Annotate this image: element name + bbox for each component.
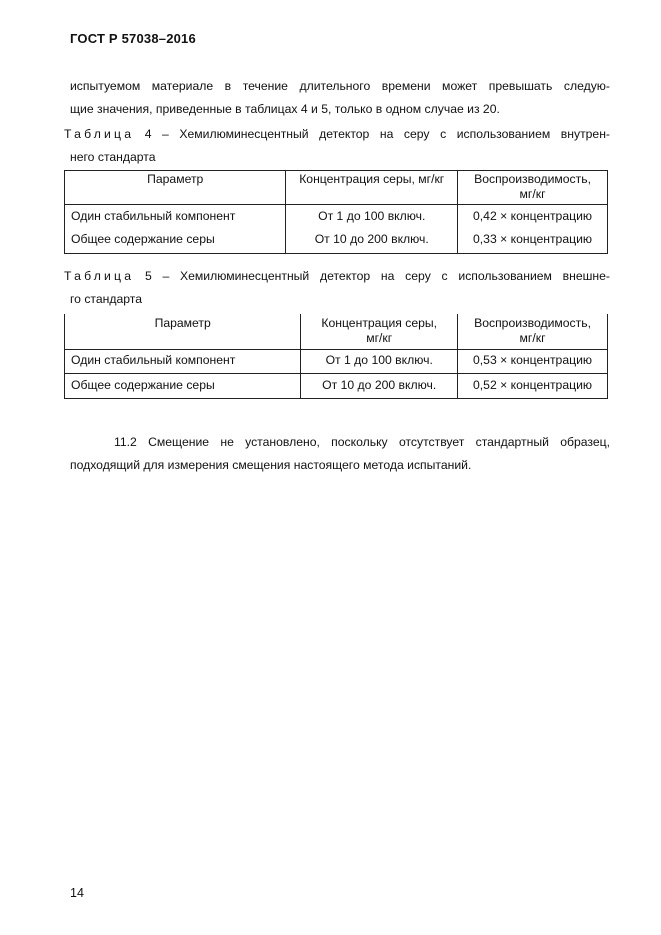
table5-row1-reproducibility: 0,53 × концентрацию — [458, 350, 608, 374]
table4-row1-reproducibility: 0,42 × концентрацию — [458, 205, 608, 227]
table5-header-concentration-line-1: Концентрация серы, — [321, 316, 438, 330]
table5-header-parameter: Параметр — [65, 314, 301, 350]
table5-caption — [64, 269, 610, 284]
table5-header-reproducibility — [458, 314, 608, 350]
intro-line-2: щие значения, приведенные в таблицах 4 и 5, только в одном случае из 20. — [70, 102, 500, 116]
table-row — [65, 226, 608, 254]
table4-header-concentration: Концентрация серы, мг/кг — [286, 171, 458, 205]
table5-caption-word: Таблица — [64, 269, 135, 283]
table4-header-reproducibility — [458, 171, 608, 205]
table5-row2-reproducibility: 0,52 × концентрацию — [458, 374, 608, 399]
table5-caption-line-2: го стандарта — [70, 292, 143, 306]
table5-row2-parameter: Общее содержание серы — [65, 374, 301, 399]
table-5 — [64, 314, 608, 399]
page-number: 14 — [70, 886, 84, 900]
table-row — [65, 374, 608, 399]
table5-row1-parameter: Один стабильный компонент — [65, 350, 301, 374]
table4-caption-line-2: него стандарта — [70, 150, 156, 164]
table4-header-reproducibility-unit: мг/кг — [519, 187, 546, 201]
table5-header-reproducibility-unit: мг/кг — [519, 331, 546, 345]
table-4 — [64, 170, 608, 254]
table4-header-parameter: Параметр — [65, 171, 286, 205]
table4-caption-text: 4 – Хемилюминесцентный детектор на серу с использованием внутрен- — [134, 127, 610, 141]
page-header: ГОСТ Р 57038–2016 — [70, 31, 196, 46]
intro-line-1: испытуемом материале в течение длительного времени может превышать следую- — [70, 79, 610, 93]
table5-row1-concentration: От 1 до 100 включ. — [301, 350, 458, 374]
table5-header-concentration — [301, 314, 458, 350]
table4-row2-parameter: Общее содержание серы — [65, 226, 286, 254]
table4-row1-concentration: От 1 до 100 включ. — [286, 205, 458, 227]
table5-header-concentration-unit: мг/кг — [366, 331, 393, 345]
table5-row2-concentration: От 10 до 200 включ. — [301, 374, 458, 399]
table5-header-row — [65, 314, 608, 350]
table4-header-reproducibility-line-1: Воспроизводимость, — [474, 172, 591, 186]
table-row — [65, 205, 608, 227]
section-11-2-line-1: 11.2 Смещение не установлено, поскольку отсутствует стандартный образец, — [114, 435, 610, 449]
table-row — [65, 350, 608, 374]
table4-header-row — [65, 171, 608, 205]
table4-row2-concentration: От 10 до 200 включ. — [286, 226, 458, 254]
table5-header-reproducibility-line-1: Воспроизводимость, — [474, 316, 591, 330]
table4-row1-parameter: Один стабильный компонент — [65, 205, 286, 227]
table5-caption-text: 5 – Хемилюминесцентный детектор на серу с использованием внешне- — [134, 269, 610, 283]
table4-row2-reproducibility: 0,33 × концентрацию — [458, 226, 608, 254]
section-11-2-line-2: подходящий для измерения смещения настоящего метода испытаний. — [70, 458, 472, 472]
table4-caption-word: Таблица — [64, 127, 135, 141]
table4-caption — [64, 127, 610, 142]
